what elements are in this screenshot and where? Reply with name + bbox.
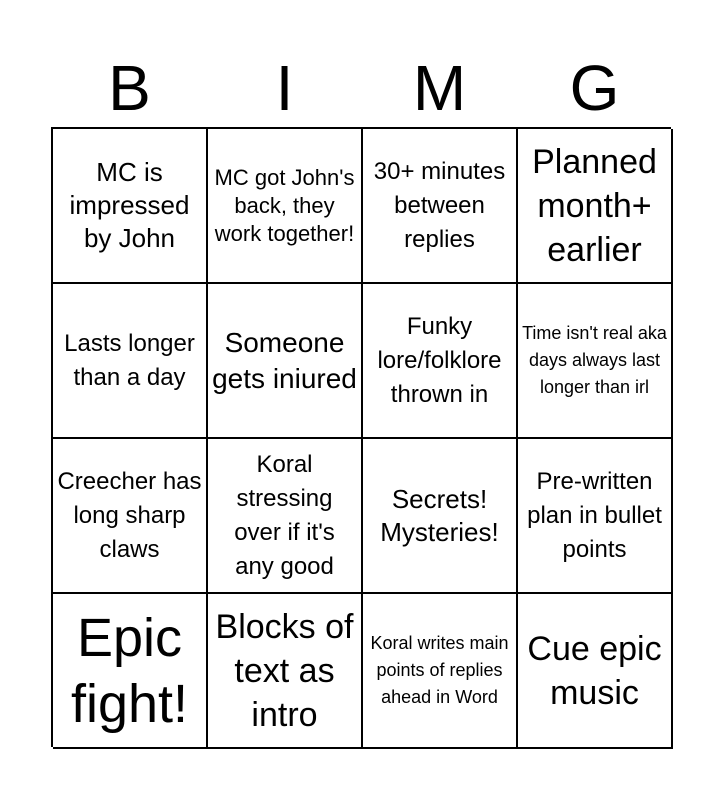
cell-text: Cue epic music bbox=[527, 629, 662, 712]
cell-text: MC got John's back, they work together! bbox=[214, 164, 355, 246]
cell-text: MC is impressed by John bbox=[69, 157, 190, 253]
bingo-cell[interactable] bbox=[208, 284, 363, 439]
header-letter-i: I bbox=[275, 52, 294, 124]
bingo-cell[interactable] bbox=[518, 129, 673, 284]
cell-text: Creecher has long sharp claws bbox=[57, 467, 202, 563]
bingo-cell[interactable] bbox=[208, 594, 363, 749]
bingo-cell[interactable] bbox=[518, 594, 673, 749]
bingo-cell[interactable] bbox=[208, 129, 363, 284]
bingo-cell[interactable] bbox=[518, 284, 673, 439]
cell-text: Epic fight! bbox=[70, 607, 189, 734]
cell-text: Time isn't real aka days always last longer than irl bbox=[522, 323, 667, 397]
bingo-cell[interactable] bbox=[53, 284, 208, 439]
bingo-header bbox=[52, 52, 672, 124]
cell-text: Planned month+ earlier bbox=[532, 142, 657, 269]
bingo-cell[interactable] bbox=[53, 129, 208, 284]
cell-text: Secrets! Mysteries! bbox=[380, 483, 499, 547]
cell-text: Lasts longer than a day bbox=[64, 329, 195, 391]
bingo-grid bbox=[51, 127, 671, 747]
cell-text: Someone gets iniured bbox=[212, 326, 357, 394]
bingo-cell[interactable] bbox=[53, 594, 208, 749]
cell-text: Blocks of text as intro bbox=[215, 607, 354, 734]
bingo-cell[interactable] bbox=[208, 439, 363, 594]
cell-text: 30+ minutes between replies bbox=[373, 157, 506, 253]
bingo-cell[interactable] bbox=[518, 439, 673, 594]
header-letter-b: B bbox=[108, 52, 151, 124]
bingo-cell[interactable] bbox=[363, 439, 518, 594]
header-letter-g: G bbox=[569, 52, 620, 124]
cell-text: Funky lore/folklore thrown in bbox=[377, 312, 502, 408]
cell-text: Koral stressing over if it's any good bbox=[234, 450, 335, 580]
bingo-cell[interactable] bbox=[53, 439, 208, 594]
header-letter-m: M bbox=[412, 52, 467, 124]
cell-text: Koral writes main points of replies ahead in Word bbox=[370, 633, 509, 707]
bingo-cell[interactable] bbox=[363, 594, 518, 749]
bingo-cell[interactable] bbox=[363, 129, 518, 284]
bingo-cell[interactable] bbox=[363, 284, 518, 439]
cell-text: Pre-written plan in bullet points bbox=[527, 467, 662, 563]
